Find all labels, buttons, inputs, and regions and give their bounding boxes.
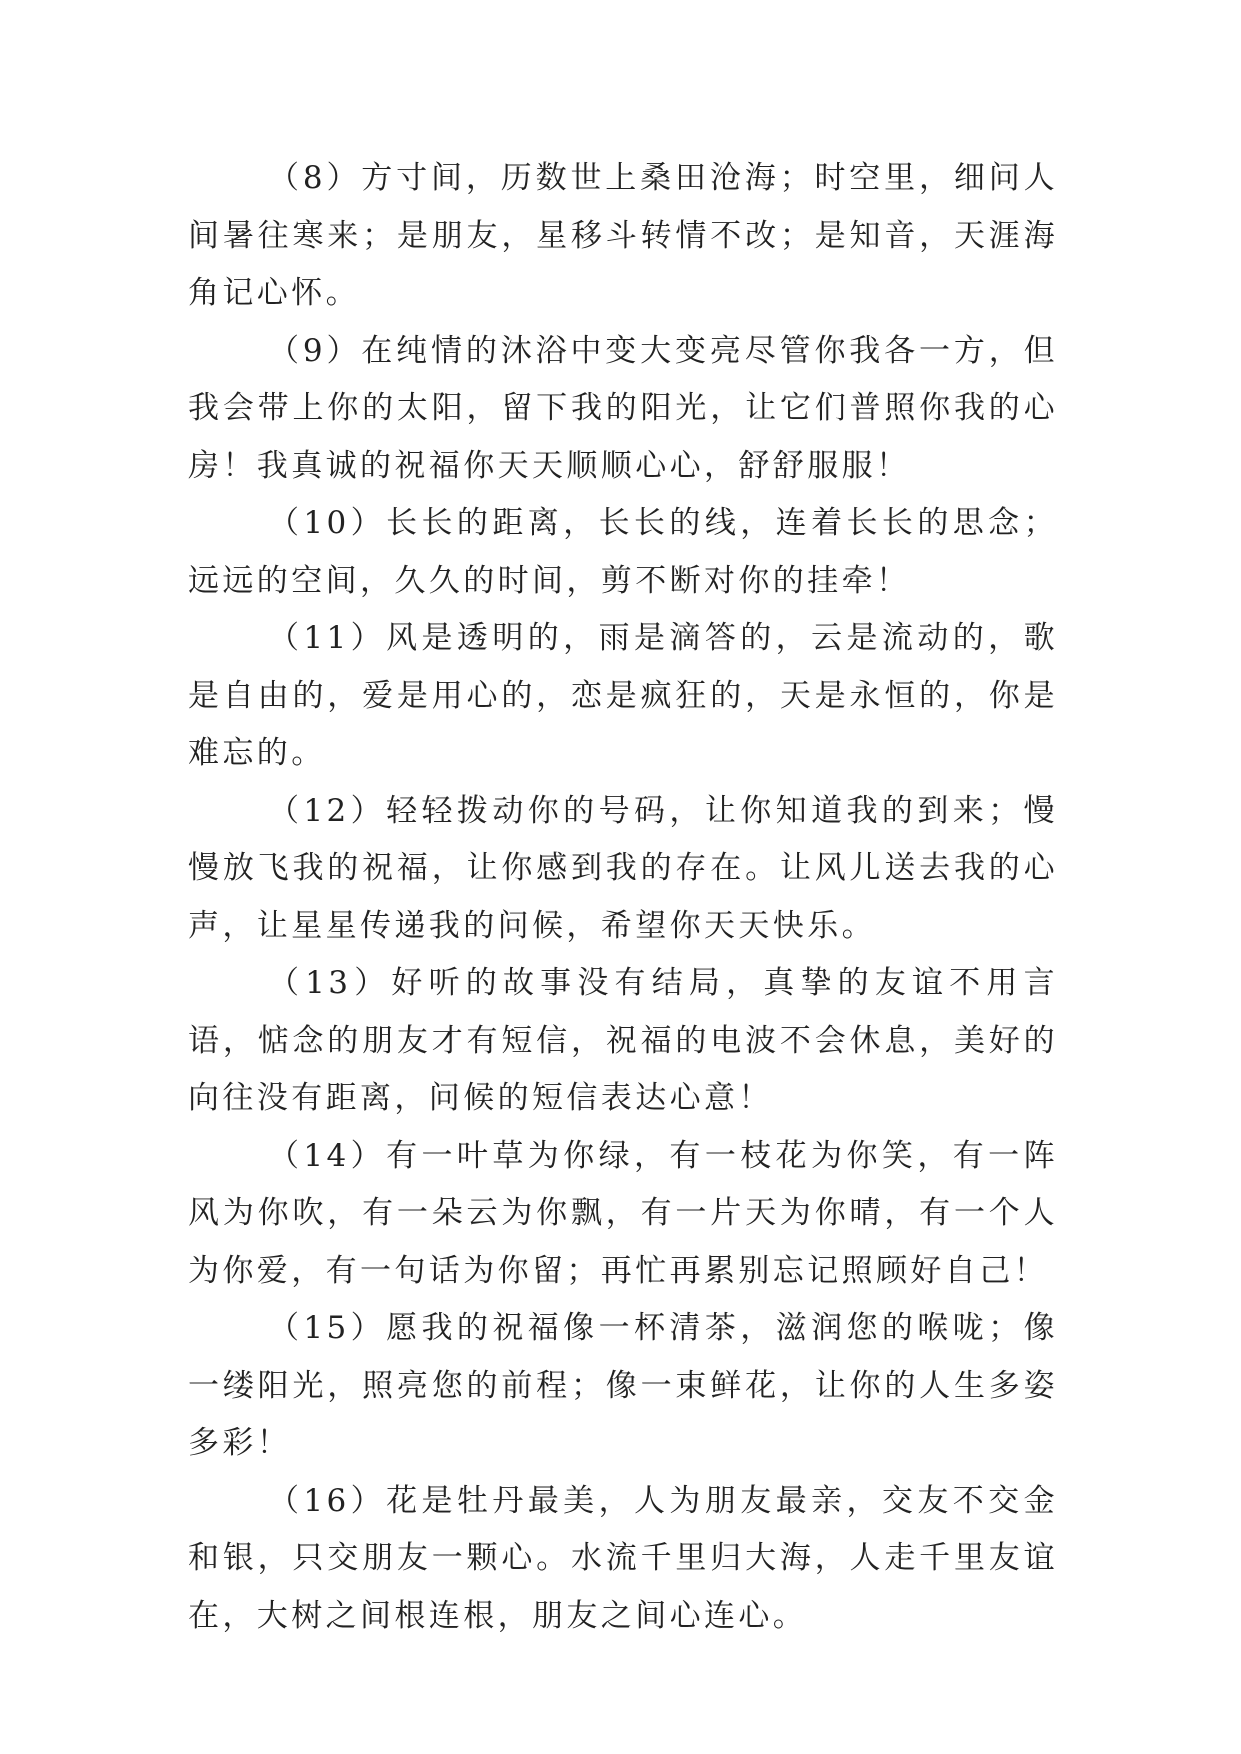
paragraph-9: （9）在纯情的沐浴中变大变亮尽管你我各一方，但我会带上你的太阳，留下我的阳光，让它们普照你我的心房！我真诚的祝福你天天顺顺心心，舒舒服服！ [188,332,1058,484]
paragraph-10: （10）长长的距离，长长的线，连着长长的思念；远远的空间，久久的时间，剪不断对你的挂牵！ [188,505,1058,599]
paragraph-12: （12）轻轻拨动你的号码，让你知道我的到来；慢慢放飞我的祝福，让你感到我的存在。让风儿送去我的心声，让星星传递我的问候，希望你天天快乐。 [188,792,1058,944]
paragraph-11: （11）风是透明的，雨是滴答的，云是流动的，歌是自由的，爱是用心的，恋是疯狂的，天是永恒的，你是难忘的。 [188,620,1058,771]
paragraph-16: （16）花是牡丹最美，人为朋友最亲，交友不交金和银，只交朋友一颗心。水流千里归大海，人走千里友谊在，大树之间根连根，朋友之间心连心。 [188,1482,1058,1634]
paragraph-15: （15）愿我的祝福像一杯清茶，滋润您的喉咙；像一缕阳光，照亮您的前程；像一束鲜花，让你的人生多姿多彩！ [188,1310,1058,1461]
paragraph-13: （13）好听的故事没有结局，真挚的友谊不用言语，惦念的朋友才有短信，祝福的电波不会休息，美好的向往没有距离，问候的短信表达心意！ [188,965,1058,1116]
paragraph-8: （8）方寸间，历数世上桑田沧海；时空里，细问人间暑往寒来；是朋友，星移斗转情不改；是知音，天涯海角记心怀。 [188,160,1058,311]
document-body [188,150,1058,1645]
paragraph-14: （14）有一叶草为你绿，有一枝花为你笑，有一阵风为你吹，有一朵云为你飘，有一片天为你晴，有一个人为你爱，有一句话为你留；再忙再累别忘记照顾好自己！ [188,1137,1058,1289]
